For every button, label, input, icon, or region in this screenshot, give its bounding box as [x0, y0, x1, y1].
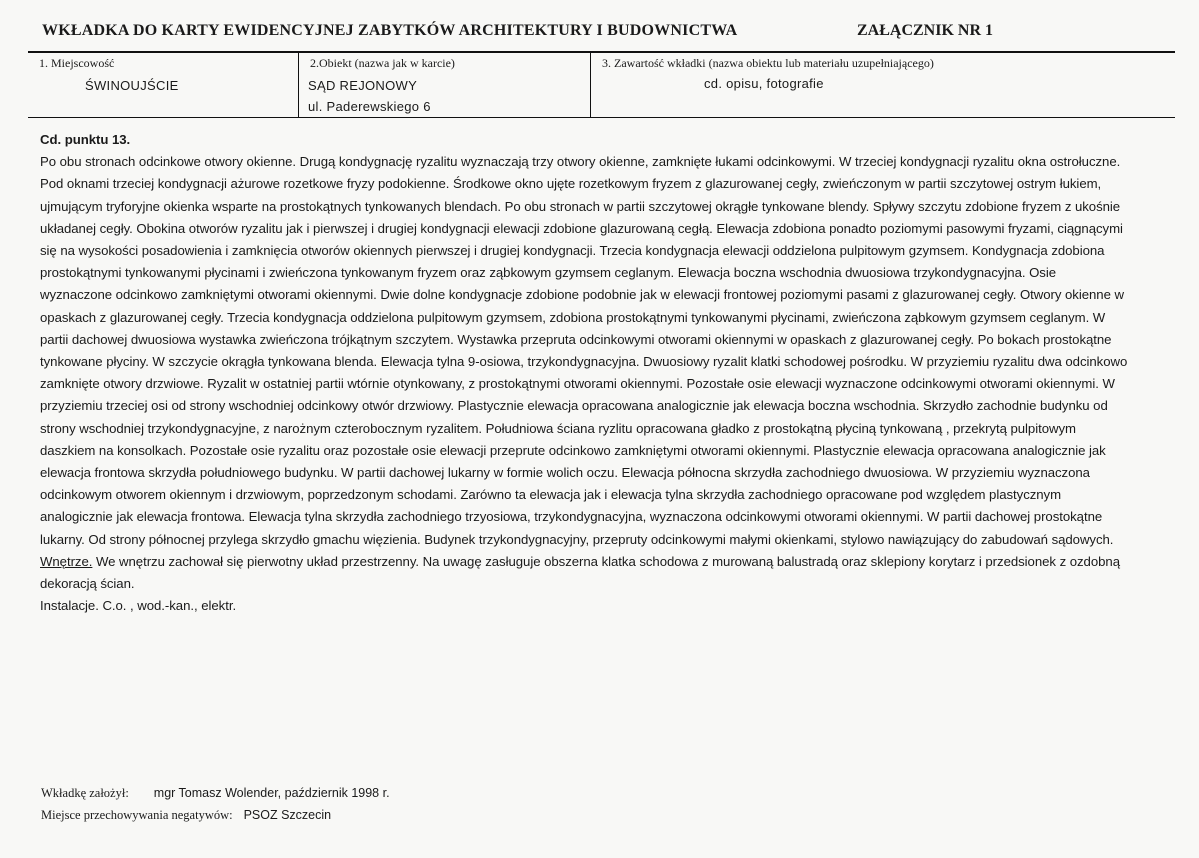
- document-body: [40, 129, 1130, 617]
- location-label: 1. Miejscowość: [39, 56, 115, 70]
- content-cell: [590, 53, 1175, 117]
- location-cell: [28, 53, 298, 117]
- installations-line: Instalacje. C.o. , wod.-kan., elektr.: [40, 598, 237, 614]
- object-name: SĄD REJONOWY: [308, 78, 418, 93]
- object-label: 2.Obiekt (nazwa jak w karcie): [310, 56, 455, 70]
- interior-label: Wnętrze.: [40, 553, 93, 569]
- interior-paragraph: [40, 551, 1130, 595]
- section-heading: Cd. punktu 13.: [40, 132, 131, 147]
- storage-value: PSOZ Szczecin: [243, 808, 332, 822]
- document-title: WKŁADKA DO KARTY EWIDENCYJNEJ ZABYTKÓW ARCHITEKTURY I BUDOWNICTWA: [42, 22, 738, 39]
- location-value: ŚWINOUJŚCIE: [85, 78, 179, 93]
- author-line: [41, 786, 390, 801]
- content-label: 3. Zawartość wkładki (nazwa obiektu lub materiału uzupełniającego): [602, 56, 934, 70]
- content-value: cd. opisu, fotografie: [704, 76, 824, 91]
- storage-line: [41, 808, 331, 823]
- object-cell: [298, 53, 590, 117]
- author-value: mgr Tomasz Wolender, październik 1998 r.: [153, 786, 390, 800]
- interior-text: We wnętrzu zachował się pierwotny układ przestrzenny. Na uwagę zasługuje obszerna klatka schodowa z murowaną balustradą oraz sklepiony korytarz i przedsionek z ozdobną dekoracją ścian.: [40, 553, 1120, 592]
- storage-label: Miejsce przechowywania negatywów:: [41, 808, 233, 822]
- description-paragraph: Po obu stronach odcinkowe otwory okienne. Drugą kondygnację ryzalitu wyznaczają trzy otwory okienne, zamknięte łukami odcinkowymi. W trzeciej kondygnacji ryzalitu okna ostrołuczne. Pod oknami trzeciej kondygnacji ażurowe rozetkowe fryzy podokienne. Środkowe okno ujęte rozetkowym fryzem z glazurowanej cegły, zwieńczonym w partii szczytowej ostrym łukiem, ujmującym tryforyjne okienka wsparte na prostokątnych tynkowanych blendach. Po obu stronach w partii szczytowej okrągłe tynkowane blendy. Spływy szczytu zdobione fryzem z ukośnie układanej cegły. Obokina otworów ryzalitu jak i pierwszej i drugiej kondygnacji elewacji zdobione glazurowaną cegłą. Elewacja zdobiona ponadto poziomymi pasowymi fryzami, ciągnącymi się na wysokości posadowienia i zamknięcia otworów okiennych pierwszej i drugiej kondygnacji. Trzecia kondygnacja elewacji oddzielona pulpitowym gzymsem. Kondygnacja zdobiona prostokątnymi tynkowanymi płycinami i zwieńczona tynkowanym fryzem oraz ząbkowym gzymsem ceglanym. Elewacja boczna wschodnia dwuosiowa trzykondygnacyjna. Osie wyznaczone odcinkowo zamkniętymi otworami okiennymi. Dwie dolne kondygnacje zdobione podobnie jak w elewacji frontowej poziomymi pasami z glazurowanej cegły. Otwory okienne w opaskach z glazurowanej cegły. Trzecia kondygnacja oddzielona pulpitowym gzymsem, zdobiona prostokątnymi tynkowanymi płycinami, zwieńczona ząbkowym gzymsem ceglanym. W partii dachowej dwuosiowa wystawka zwieńczona trójkątnym szczytem. Wystawka przepruta odcinkowymi otworami okiennymi w opaskach z glazurowanej cegły. Po bokach prostokątne tynkowane płyciny. W szczycie okrągła tynkowana blenda. Elewacja tylna 9-osiowa, trzykondygnacyjna. Dwuosiowy ryzalit klatki schodowej pośrodku. W przyziemiu ryzalitu dwa odcinkowo zamknięte otwory drzwiowe. Ryzalit w ostatniej partii wtórnie otynkowany, z prostokątnymi otworami okiennymi. Pozostałe osie elewacji wyznaczone odcinkowymi otworami okiennymi. W przyziemiu trzeciej osi od strony wschodniej odcinkowy otwór drzwiowy. Plastycznie elewacja opracowana analogicznie jak elewacja boczna wschodnia. Skrzydło zachodnie budynku od strony wschodniej trzykondygnacyjne, z narożnym czterobocznym ryzalitem. Południowa ściana ryzlitu opracowana gładko z prostokątną płyciną tynkowaną , przekrytą pulpitowym daszkiem na konsolkach. Pozostałe osie ryzalitu oraz pozostałe osie elewacji przeprute odcinkowo zamkniętymi otworami okiennymi. Plastycznie elewacja opracowana analogicznie jak elewacja frontowa skrzydła południowego budynku. W partii dachowej lukarny w formie wolich oczu. Elewacja północna skrzydła zachodniego dwuosiowa. W przyziemiu wyznaczona odcinkowym otworem okiennym i drzwiowym, poprzedzonym schodami. Zarówno ta elewacja jak i elewacja tylna skrzydła zachodniego opracowane pod względem plastycznym analogicznie jak elewacja frontowa. Elewacja tylna skrzydła zachodniego trzyosiowa, trzykondygnacyjna, wyznaczona odcinkowymi otworami okiennymi. W partii dachowej prostokątne lukarny. Od strony północnej przylega skrzydło gmachu więzienia. Budynek trzykondygnacyjny, przepruty odcinkowymi małymi okienkami, stylowo nawiązujący do zabudowań sądowych.: [40, 154, 1128, 547]
- object-address: ul. Paderewskiego 6: [308, 99, 431, 114]
- info-table: [28, 51, 1175, 118]
- author-label: Wkładkę założył:: [41, 786, 129, 800]
- annex-number: ZAŁĄCZNIK NR 1: [857, 22, 994, 39]
